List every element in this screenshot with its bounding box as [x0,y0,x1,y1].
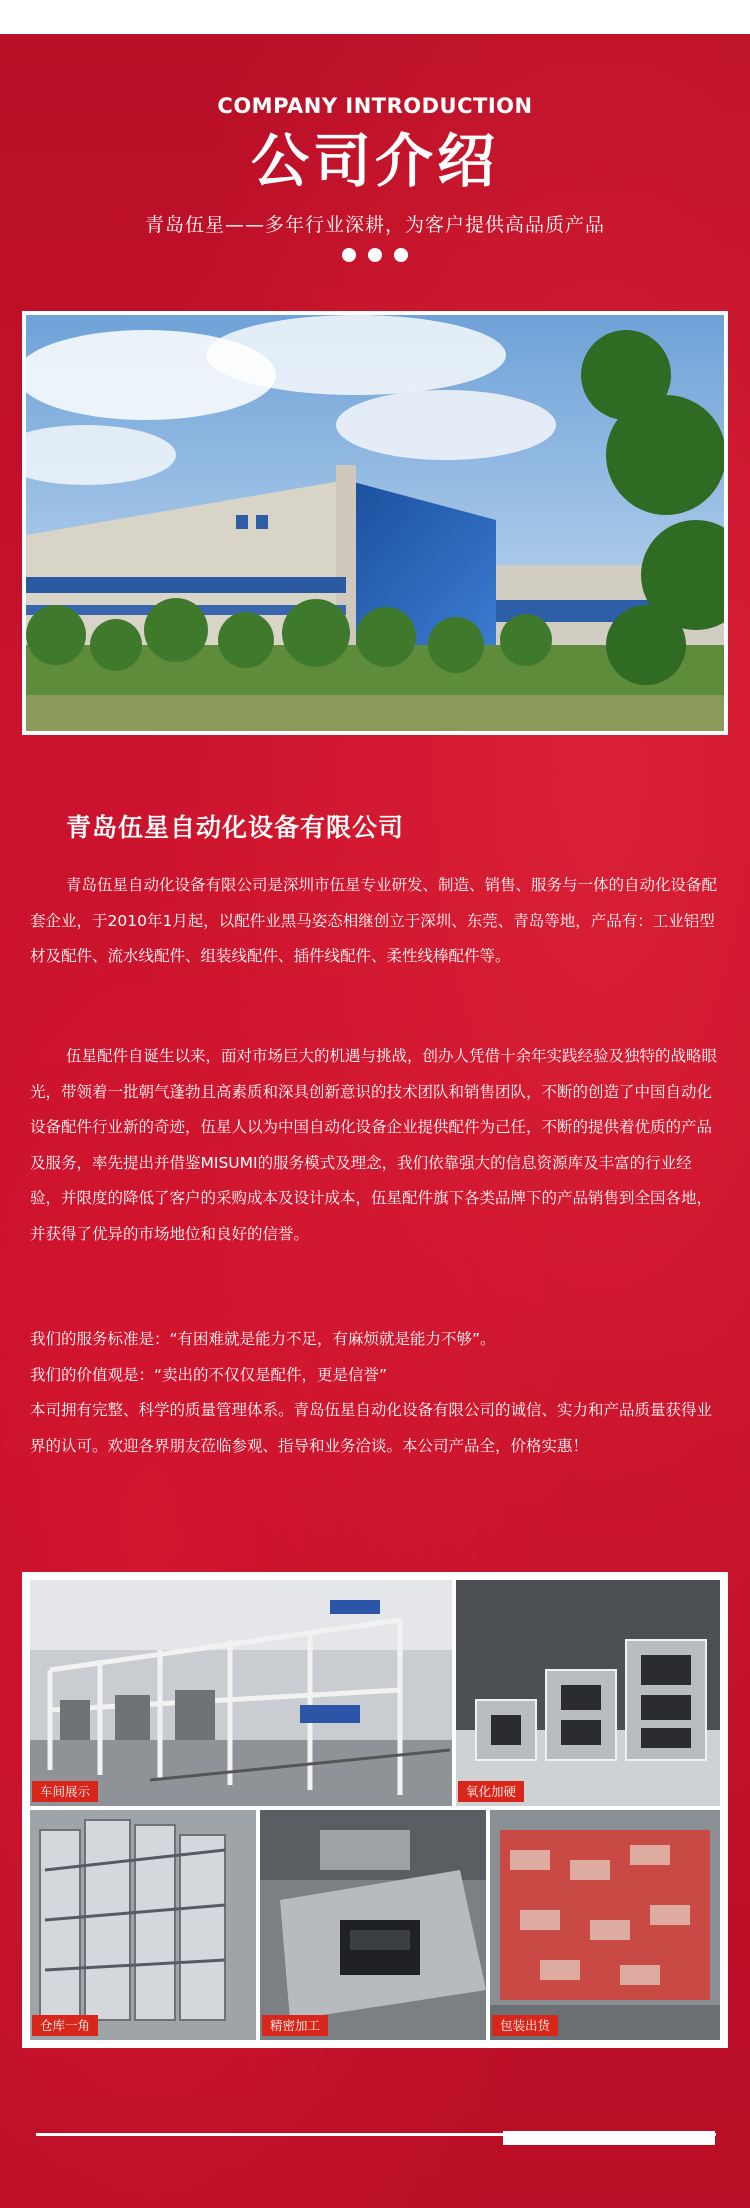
gallery-item-warehouse [30,1810,256,2040]
gallery-item-anodizing [456,1580,720,1806]
company-name: 青岛伍星自动化设备有限公司 [66,813,405,842]
paragraph-1-text: 青岛伍星自动化设备有限公司是深圳市伍星专业研发、制造、销售、服务与一体的自动化设备配套企业，于2010年1月起，以配件业黑马姿态相继创立于深圳、东莞、青岛等地，产品有：工业铝型材及配件、流水线配件、组装线配件、插件线配件、柔性线棒配件等。 [30,876,718,965]
values-text: 我们的价值观是：“卖出的不仅仅是配件，更是信誉” [30,1365,388,1384]
gallery-item-machining [260,1810,486,2040]
paragraph-2-text: 伍星配件自诞生以来，面对市场巨大的机遇与挑战，创办人凭借十余年实践经验及独特的战略眼光，带领着一批朝气蓬勃且高素质和深具创新意识的技术团队和销售团队，不断的创造了中国自动化设备配件行业新的奇迹，伍星人以为中国自动化设备企业提供配件为己任，不断的提供着优质的产品及服务，率先提出并借鉴MISUMI的服务模式及理念，我们依靠强大的信息资源库及丰富的行业经验，并限度的降低了客户的采购成本及设计成本，伍星配件旗下各类品牌下的产品销售到全国各地，并获得了优异的市场地位和良好的信誉。 [30,1047,718,1243]
gallery-label: 氧化加硬 [458,1781,524,1802]
gallery-item-workshop [30,1580,452,1806]
quality-text: 本司拥有完整、科学的质量管理体系。青岛伍星自动化设备有限公司的诚信、实力和产品质量获得业界的认可。欢迎各界朋友莅临参观、指导和业务洽谈。本公司产品全，价格实惠！ [30,1401,713,1455]
heading-chinese: 公司介绍 [250,127,499,195]
heading-english: COMPANY INTRODUCTION [217,94,533,118]
photo-gallery [22,1572,728,2048]
gallery-label: 车间展示 [32,1781,98,1802]
footer-accent-bar [503,2131,715,2145]
intro-paragraph-1 [30,868,720,975]
decorative-dots [0,247,750,266]
top-strip [0,0,750,34]
intro-paragraph-2 [30,1039,720,1252]
gallery-label: 仓库一角 [32,2015,98,2036]
intro-paragraph-3 [30,1322,720,1464]
gallery-label: 精密加工 [262,2015,328,2036]
service-standard-text: 我们的服务标准是：“有困难就是能力不足，有麻烦就是能力不够”。 [30,1330,496,1348]
heading-subtitle: 青岛伍星——多年行业深耕，为客户提供高品质产品 [144,214,605,236]
factory-photo [22,311,728,735]
gallery-item-packaging [490,1810,720,2040]
gallery-label: 包装出货 [492,2015,558,2036]
